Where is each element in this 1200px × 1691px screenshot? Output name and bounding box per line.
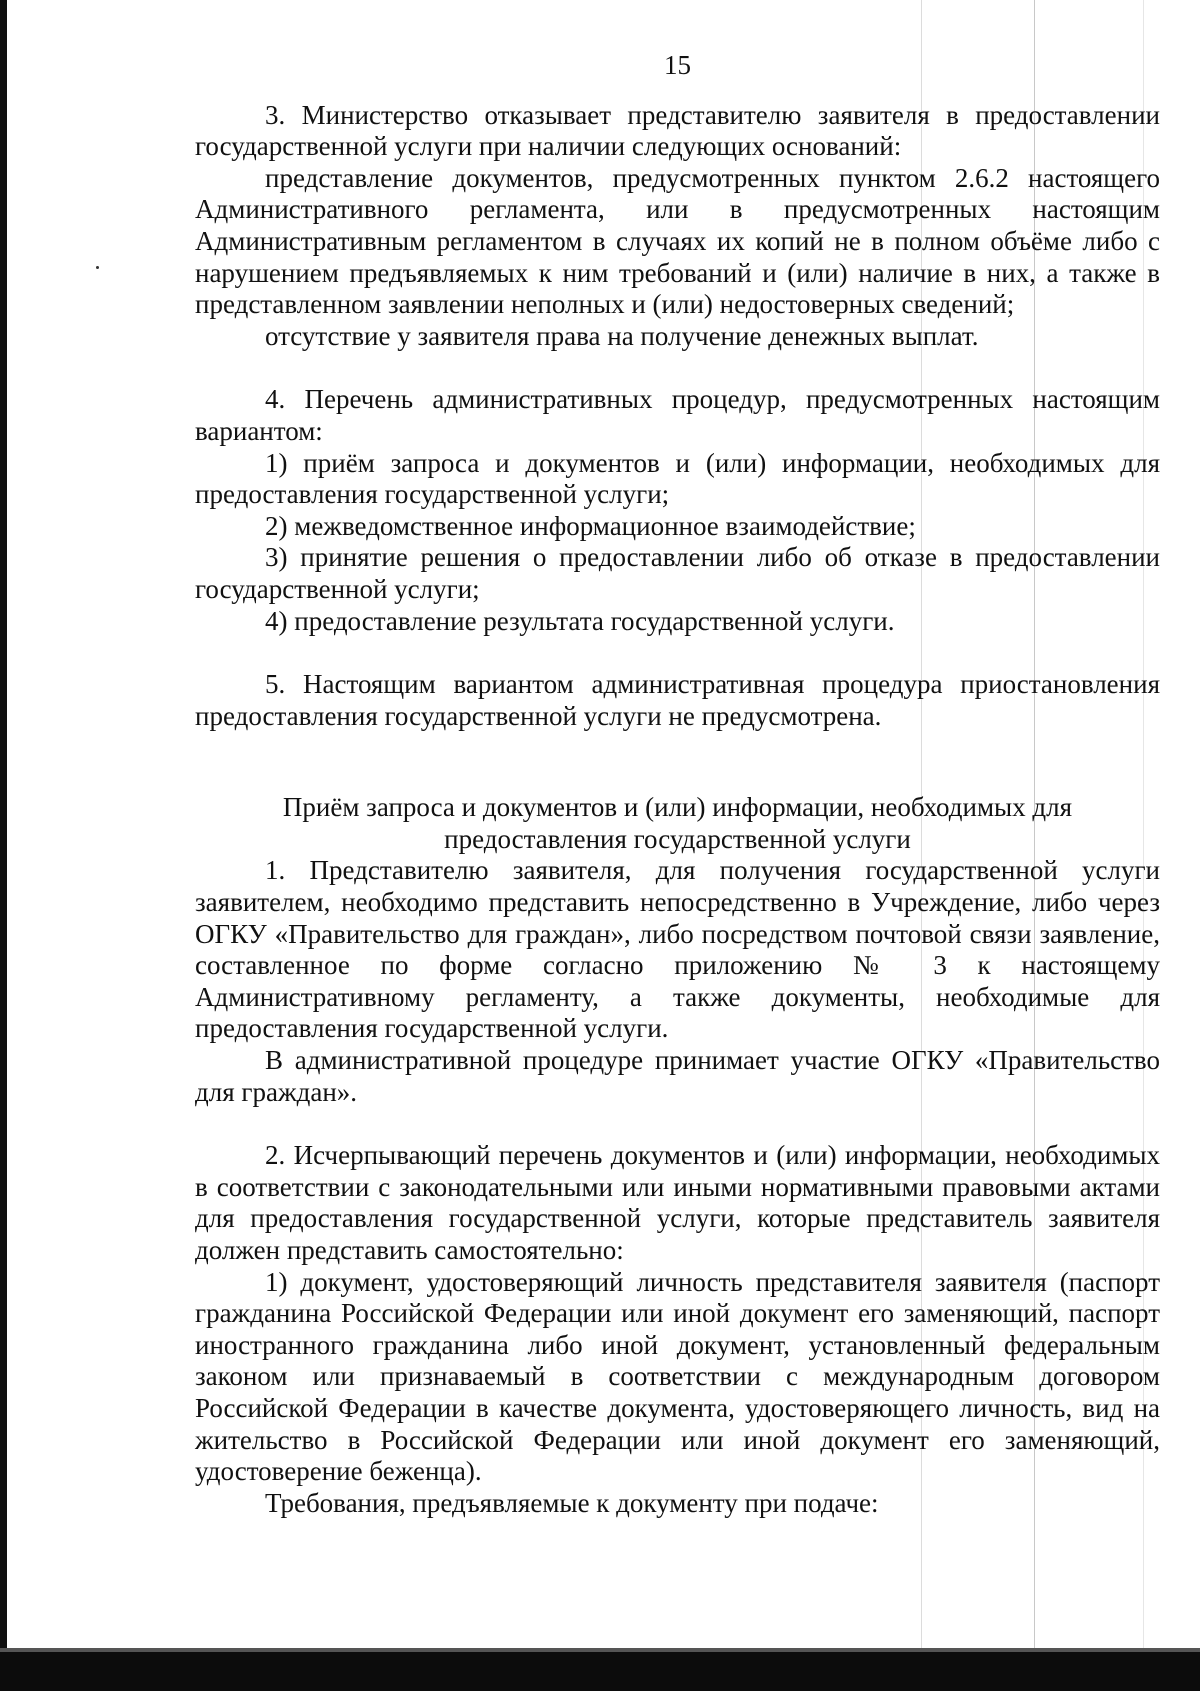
- document-body: [195, 50, 1160, 1519]
- paragraph: 4. Перечень административных процедур, предусмотренных настоящим вариантом:: [195, 384, 1160, 446]
- section-heading: [195, 792, 1160, 855]
- list-item: 3) принятие решения о предоставлении либо об отказе в предоставлении государственной услуги;: [195, 542, 1160, 604]
- list-item: 1) документ, удостоверяющий личность представителя заявителя (паспорт гражданина Российской Федерации или иной документ его заменяющий, паспорт иностранного гражданина либо иной документ, установленный федеральным законом или признаваемый в соответствии с международным договором Российской Федерации в качестве документа, удостоверяющего личность, вид на жительство в Российской Федерации или иной документ его заменяющий, удостоверение беженца).: [195, 1266, 1160, 1487]
- paragraph: В административной процедуре принимает участие ОГКУ «Правительство для граждан».: [195, 1045, 1160, 1107]
- list-item: 1) приём запроса и документов и (или) информации, необходимых для предоставления государственной услуги;: [195, 447, 1160, 510]
- scan-speck: [96, 266, 99, 269]
- page-number: 15: [664, 50, 691, 80]
- paragraph: Требования, предъявляемые к документу при подаче:: [265, 1487, 879, 1518]
- section-heading-line: предоставления государственной услуги: [444, 823, 911, 854]
- paragraph: 3. Министерство отказывает представителю заявителя в предоставлении государственной услуги при наличии следующих оснований:: [195, 99, 1160, 162]
- section-heading-line: Приём запроса и документов и (или) информации, необходимых для: [282, 792, 1073, 823]
- paragraph: отсутствие у заявителя права на получение денежных выплат.: [265, 320, 979, 351]
- paragraph: 1. Представителю заявителя, для получения государственной услуги заявителем, необходимо представить непосредственно в Учреждение, либо через ОГКУ «Правительство для граждан», либо посредством почтовой связи заявление, составленное по форме согласно приложению № 3 к настоящему Административному регламенту, а также документы, необходимые для предоставления государственной услуги.: [195, 855, 1160, 1044]
- paragraph: 5. Настоящим вариантом административная процедура приостановления предоставления государственной услуги не предусмотрена.: [195, 669, 1160, 731]
- scan-left-edge: [0, 0, 7, 1691]
- list-item: 2) межведомственное информационное взаимодействие;: [265, 510, 916, 541]
- paragraph: представление документов, предусмотренных пунктом 2.6.2 настоящего Административного регламента, или в предусмотренных настоящим Административным регламентом в случаях их копий не в полном объёме либо с нарушением предъявляемых к ним требований и (или) наличие в них, а также в представленном заявлении неполных и (или) недостоверных сведений;: [195, 162, 1160, 320]
- paragraph: 2. Исчерпывающий перечень документов и (или) информации, необходимых в соответствии с законодательными или иными нормативными правовыми актами для предоставления государственной услуги, которые представитель заявителя должен представить самостоятельно:: [195, 1140, 1160, 1265]
- scan-bottom-edge: [0, 1652, 1200, 1691]
- list-item: 4) предоставление результата государственной услуги.: [265, 605, 895, 636]
